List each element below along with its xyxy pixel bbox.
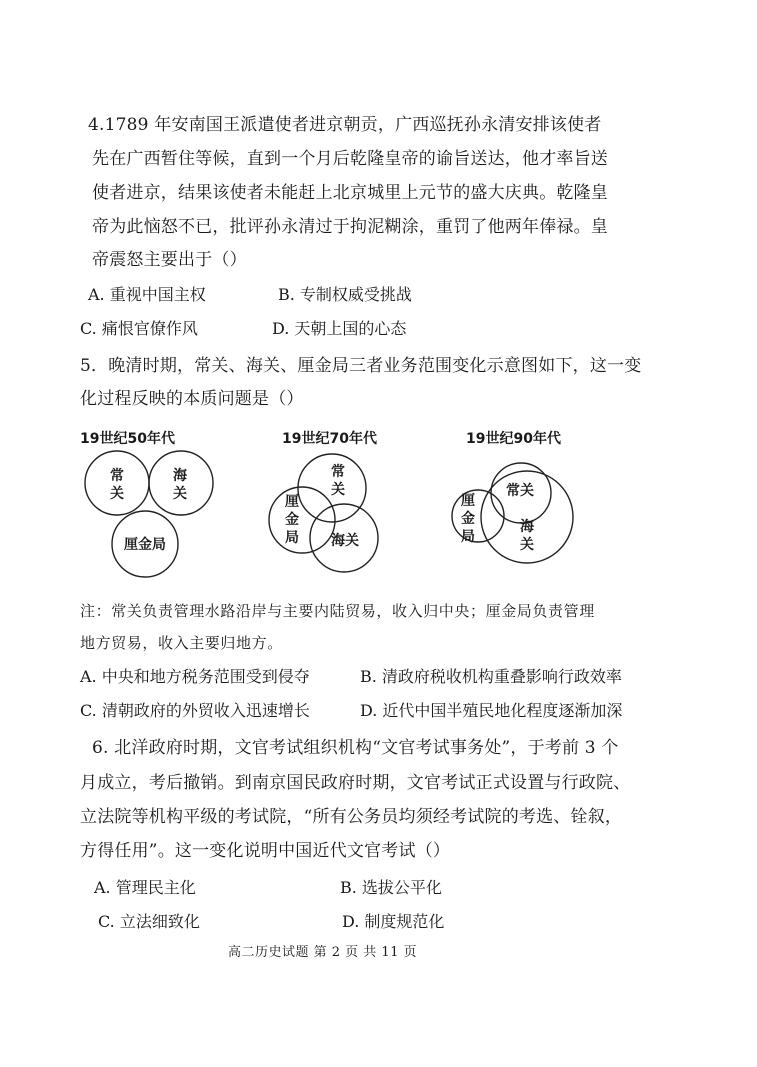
venn-diagrams <box>0 420 757 590</box>
q4-option-b: B. 专制权威受挑战 <box>278 285 412 304</box>
q5-option-d: D. 近代中国半殖民地化程度逐渐加深 <box>360 701 623 720</box>
d2-lijin-label-1: 厘 <box>285 494 299 510</box>
d2-title: 19世纪70年代 <box>282 431 377 447</box>
d3-lijin-circle <box>452 490 504 542</box>
q4-option-c: C. 痛恨官僚作风 <box>80 319 198 338</box>
q6-line-3: 立法院等机构平级的考试院，“所有公务员均须经考试院的考选、铨叙， <box>80 807 623 827</box>
d1-haiguan-label-2: 关 <box>173 486 187 502</box>
page-footer: 高二历史试题 第 2 页 共 11 页 <box>228 945 418 960</box>
q4-option-d: D. 天朝上国的心态 <box>272 319 407 338</box>
d2-lijin-label-2: 金 <box>285 512 299 528</box>
q4-line-5: 帝震怒主要出于（） <box>92 250 247 270</box>
d3-lijin-label-3: 局 <box>461 529 475 545</box>
q6-line-1: 6. 北洋政府时期，文官考试组织机构“文官考试事务处”，于考前 3 个 <box>92 738 619 758</box>
q5-option-b: B. 清政府税收机构重叠影响行政效率 <box>360 667 622 686</box>
d1-title: 19世纪50年代 <box>80 431 175 447</box>
q6-option-d: D. 制度规范化 <box>342 912 445 931</box>
d1-changguan-label-1: 常 <box>110 468 124 484</box>
q5-option-a: A. 中央和地方税务范围受到侵夺 <box>80 667 310 686</box>
q6-option-b: B. 选拔公平化 <box>340 878 442 897</box>
d3-changguan-label: 常关 <box>506 483 534 499</box>
d1-lijin-label: 厘金局 <box>124 537 166 553</box>
d1-changguan-label-2: 关 <box>110 486 124 502</box>
q6-line-2: 月成立，考后撤销。到南京国民政府时期，文官考试正式设置与行政院、 <box>80 773 631 793</box>
d3-haiguan-label-2: 关 <box>520 537 534 553</box>
d2-changguan-label-1: 常 <box>331 464 345 480</box>
q6-option-a: A. 管理民主化 <box>94 878 196 897</box>
q6-line-4: 方得任用”。这一变化说明中国近代文官考试（） <box>80 841 451 861</box>
d2-haiguan-label: 海关 <box>331 533 359 549</box>
q4-line-3: 使者进京，结果该使者未能赶上北京城里上元节的盛大庆典。乾隆皇 <box>92 183 608 203</box>
d2-lijin-label-3: 局 <box>285 530 299 546</box>
q4-option-a: A. 重视中国主权 <box>88 285 206 304</box>
q5-option-c: C. 清朝政府的外贸收入迅速增长 <box>80 701 310 720</box>
d3-lijin-label-2: 金 <box>461 511 475 527</box>
d1-haiguan-label-1: 海 <box>173 468 187 484</box>
q4-line-4: 帝为此恼怒不已，批评孙永清过于拘泥糊涂，重罚了他两年俸禄。皇 <box>92 217 608 237</box>
q5-line-1: 5．晚清时期，常关、海关、厘金局三者业务范围变化示意图如下，这一变 <box>80 356 642 376</box>
d3-title: 19世纪90年代 <box>466 431 561 447</box>
q5-line-2: 化过程反映的本质问题是（） <box>80 389 304 409</box>
q4-line-1: 4.1789 年安南国王派遣使者进京朝贡，广西巡抚孙永清安排该使者 <box>88 115 602 135</box>
q6-option-c: C. 立法细致化 <box>98 912 200 931</box>
q5-note-line-2: 地方贸易，收入主要归地方。 <box>80 634 283 652</box>
d3-lijin-label-1: 厘 <box>461 493 475 509</box>
q5-note-line-1: 注：常关负责管理水路沿岸与主要内陆贸易，收入归中央；厘金局负责管理 <box>80 602 595 620</box>
d3-haiguan-label-1: 海 <box>520 519 534 535</box>
d2-lijin-circle <box>269 487 335 553</box>
d2-changguan-label-2: 关 <box>331 482 345 498</box>
q4-line-2: 先在广西暂住等候，直到一个月后乾隆皇帝的谕旨送达，他才率旨送 <box>92 149 608 169</box>
